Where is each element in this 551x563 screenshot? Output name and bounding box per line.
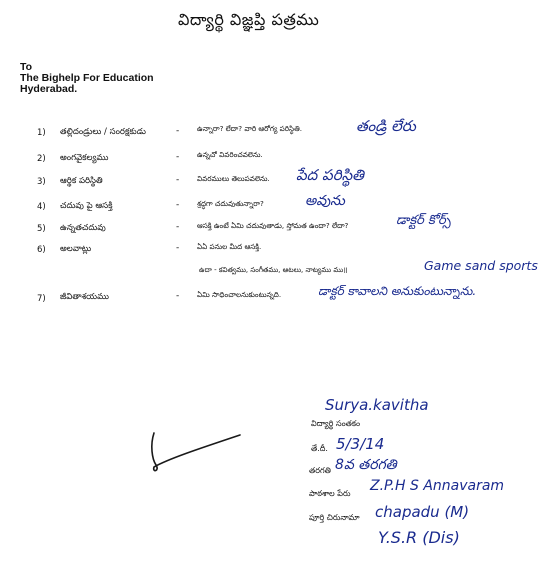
item-dash: - bbox=[176, 222, 180, 232]
item-question: ఏమి సాధించాలనుకుంటున్నది. bbox=[197, 290, 282, 299]
item-dash: - bbox=[176, 291, 180, 301]
item-label: అలవాట్లు bbox=[60, 244, 92, 254]
item-answer: డాక్టర్ కోర్స్ bbox=[396, 213, 451, 228]
address-to: To bbox=[20, 61, 33, 73]
item-question: ఉదా - కవిత్వము, సంగీతము, ఆటలు, నాట్యము ము॥ bbox=[199, 266, 348, 274]
item-label: జీవితాశయము bbox=[60, 292, 110, 302]
item-label: అంగవైకల్యము bbox=[60, 153, 109, 163]
item-question: వివరములు తెలుపవలెను. bbox=[197, 174, 270, 183]
item-number: 6) bbox=[37, 245, 46, 255]
address-org: The Bighelp For Education bbox=[20, 72, 154, 84]
class-value: 8వ తరగతి bbox=[335, 457, 397, 473]
address-line-1: chapadu (M) bbox=[375, 503, 470, 521]
full-address-label: పూర్తి చిరునామా bbox=[309, 513, 360, 522]
signature-label: విద్యార్థి సంతకం bbox=[311, 419, 361, 428]
item-label: ఉన్నతచదువు bbox=[60, 223, 106, 233]
item-number: 1) bbox=[37, 128, 46, 138]
item-answer: డాక్టర్ కావాలని అనుకుంటున్నాను. bbox=[318, 284, 477, 298]
class-label: తరగతి bbox=[309, 466, 331, 475]
student-name: Surya.kavitha bbox=[325, 396, 429, 414]
item-number: 3) bbox=[37, 177, 46, 187]
address-line-2: Y.S.R (Dis) bbox=[378, 528, 460, 547]
item-answer: పేద పరిస్థితి bbox=[296, 166, 364, 184]
item-answer: తండ్రి లేరు bbox=[356, 117, 416, 135]
address-city: Hyderabad. bbox=[20, 83, 78, 95]
item-label: ఆర్థిక పరిస్థితి bbox=[60, 176, 103, 186]
item-number: 5) bbox=[37, 224, 46, 234]
item-dash: - bbox=[176, 243, 180, 253]
item-question: ఉన్నారా? లేదా? వారి ఆరోగ్య పరిస్థితి. bbox=[197, 124, 302, 133]
item-question: ఆసక్తి ఉంటే ఏమి చదువుతాడు, స్తోమత ఉందా? లేదా? bbox=[197, 221, 349, 230]
item-label: తల్లిదండ్రులు / సంరక్షకుడు bbox=[60, 127, 146, 137]
date-label: తే.దీ. bbox=[311, 444, 328, 453]
item-dash: - bbox=[176, 200, 180, 210]
item-label: చదువు పై ఆసక్తి bbox=[60, 201, 113, 211]
signature-mark bbox=[138, 425, 248, 480]
item-question: ఉన్నచో వివరించవలెను. bbox=[197, 150, 263, 159]
item-question: ఏఏ పనుల మీద ఆసక్తి. bbox=[197, 242, 262, 251]
item-dash: - bbox=[176, 152, 180, 162]
item-dash: - bbox=[176, 175, 180, 185]
school-label: పాఠశాల పేరు bbox=[309, 489, 351, 498]
item-answer: అవును bbox=[305, 193, 345, 209]
item-dash: - bbox=[176, 126, 180, 136]
school-value: Z.P.H S Annavaram bbox=[370, 478, 505, 494]
item-number: 2) bbox=[37, 154, 46, 164]
item-number: 7) bbox=[37, 294, 46, 304]
item-question: శ్రద్ధగా చదువుతున్నారా? bbox=[197, 199, 264, 208]
form-title: విద్యార్థి విజ్ఞప్తి పత్రము bbox=[178, 10, 320, 29]
item-number: 4) bbox=[37, 202, 46, 212]
date-value: 5/3/14 bbox=[336, 435, 385, 453]
item-answer: Game sand sports bbox=[424, 258, 538, 273]
